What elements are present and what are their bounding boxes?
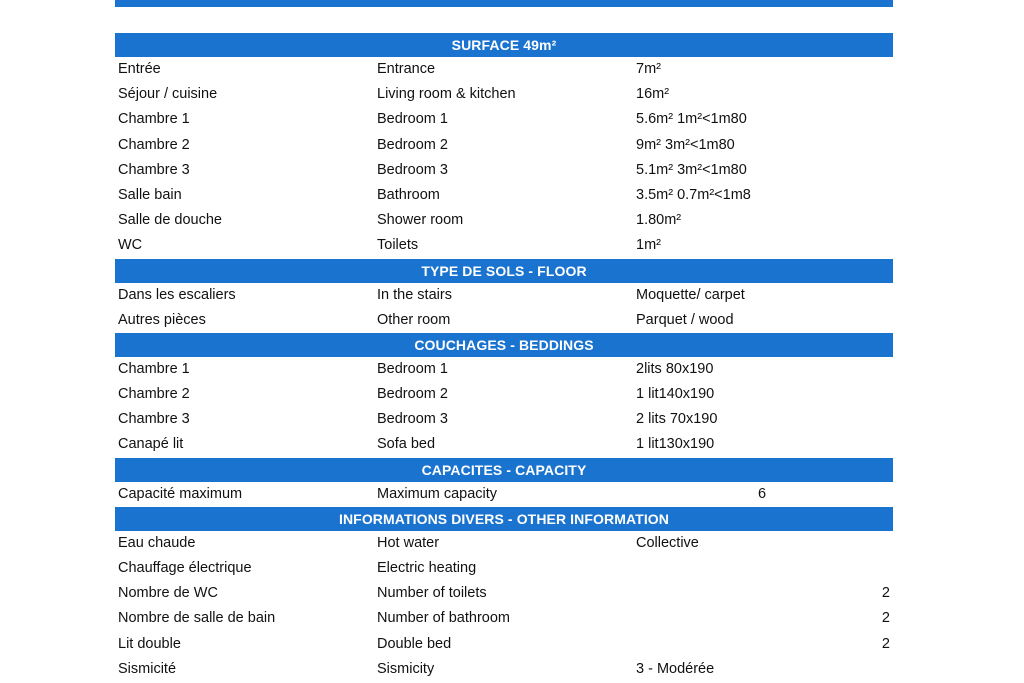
section-header: INFORMATIONS DIVERS - OTHER INFORMATION bbox=[115, 507, 893, 531]
value-cell: Moquette/ carpet bbox=[636, 286, 745, 303]
value-cell: 3.5m² 0.7m²<1m8 bbox=[636, 186, 751, 203]
table-row bbox=[115, 82, 893, 107]
value-cell: 3 - Modérée bbox=[636, 660, 715, 677]
label-en: Sismicity bbox=[377, 660, 435, 677]
label-fr: Chambre 3 bbox=[118, 161, 190, 178]
table-row bbox=[115, 107, 893, 132]
label-fr: Chambre 3 bbox=[118, 411, 190, 428]
table-row bbox=[115, 657, 893, 682]
table-row bbox=[115, 357, 893, 382]
label-en: Living room & kitchen bbox=[377, 86, 516, 103]
table-row bbox=[115, 183, 893, 208]
table-row bbox=[115, 283, 893, 308]
label-fr: Eau chaude bbox=[118, 534, 196, 551]
label-fr: Sismicité bbox=[118, 660, 177, 677]
table-row bbox=[115, 581, 893, 606]
table-row bbox=[115, 407, 893, 432]
label-en: Bedroom 3 bbox=[377, 161, 448, 178]
value-cell: 5.1m² 3m²<1m80 bbox=[636, 161, 747, 178]
label-fr: Chambre 1 bbox=[118, 360, 190, 377]
table-row bbox=[115, 133, 893, 158]
value-cell: Parquet / wood bbox=[636, 311, 734, 328]
label-en: Electric heating bbox=[377, 560, 477, 576]
property-sheet bbox=[115, 0, 893, 682]
label-en: Bedroom 2 bbox=[377, 136, 448, 153]
table-row bbox=[115, 208, 893, 233]
label-en: Maximum capacity bbox=[377, 485, 498, 502]
label-en: In the stairs bbox=[377, 286, 452, 303]
label-en: Bathroom bbox=[377, 186, 440, 203]
label-fr: Nombre de WC bbox=[118, 585, 218, 602]
table-row bbox=[115, 233, 893, 258]
label-fr: Salle de douche bbox=[118, 212, 222, 229]
label-en: Bedroom 2 bbox=[377, 386, 448, 403]
section-header: TYPE DE SOLS - FLOOR bbox=[115, 259, 893, 283]
label-fr: Chambre 2 bbox=[118, 136, 190, 153]
label-fr: Séjour / cuisine bbox=[118, 86, 218, 103]
label-en: Other room bbox=[377, 311, 451, 328]
label-fr: Lit double bbox=[118, 635, 181, 652]
value-cell: 5.6m² 1m²<1m80 bbox=[636, 111, 747, 128]
value-cell: 1 lit140x190 bbox=[636, 386, 715, 403]
label-fr: Nombre de salle de bain bbox=[118, 610, 276, 627]
label-fr: Capacité maximum bbox=[118, 485, 243, 502]
value-cell: 9m² 3m²<1m80 bbox=[636, 136, 735, 153]
label-fr: Dans les escaliers bbox=[118, 286, 236, 303]
value-cell: 2lits 80x190 bbox=[636, 360, 714, 377]
label-fr: Entrée bbox=[118, 61, 161, 77]
table-row bbox=[115, 382, 893, 407]
label-en: Bedroom 1 bbox=[377, 111, 448, 128]
label-en: Entrance bbox=[377, 61, 436, 77]
value-cell: 7m² bbox=[636, 61, 661, 77]
value-cell: 1m² bbox=[636, 237, 661, 254]
section-header: CAPACITES - CAPACITY bbox=[115, 458, 893, 482]
table-row bbox=[115, 432, 893, 457]
label-en: Number of bathroom bbox=[377, 610, 510, 627]
value-cell: 6 bbox=[758, 485, 767, 502]
value-cell: 2 lits 70x190 bbox=[636, 411, 718, 428]
label-fr: Chambre 2 bbox=[118, 386, 190, 403]
section-header: COUCHAGES - BEDDINGS bbox=[115, 333, 893, 357]
value-cell: 16m² bbox=[636, 86, 670, 103]
table-row bbox=[115, 158, 893, 183]
table-row bbox=[115, 308, 893, 333]
value-cell: 1 lit130x190 bbox=[636, 436, 715, 453]
value-cell: 1.80m² bbox=[636, 212, 682, 229]
label-en: Hot water bbox=[377, 534, 440, 551]
value-cell: 2 bbox=[881, 610, 890, 627]
label-fr: Canapé lit bbox=[118, 436, 184, 453]
table-row bbox=[115, 57, 893, 82]
label-fr: Autres pièces bbox=[118, 311, 206, 328]
value-cell: Collective bbox=[636, 534, 699, 551]
label-en: Sofa bed bbox=[377, 436, 436, 453]
label-fr: WC bbox=[118, 237, 143, 254]
label-en: Double bed bbox=[377, 635, 452, 652]
sections-container bbox=[115, 33, 893, 682]
section-header: SURFACE 49m² bbox=[115, 33, 893, 57]
value-cell: 2 bbox=[881, 635, 890, 652]
label-en: Toilets bbox=[377, 237, 419, 254]
label-en: Number of toilets bbox=[377, 585, 487, 602]
label-fr: Salle bain bbox=[118, 186, 182, 203]
label-en: Shower room bbox=[377, 212, 464, 229]
table-row bbox=[115, 606, 893, 631]
value-cell: 2 bbox=[881, 585, 890, 602]
table-row bbox=[115, 482, 893, 507]
label-fr: Chauffage électrique bbox=[118, 560, 252, 576]
table-row bbox=[115, 531, 893, 556]
table-row bbox=[115, 556, 893, 581]
label-fr: Chambre 1 bbox=[118, 111, 190, 128]
top-accent-bar bbox=[115, 0, 893, 7]
table-row bbox=[115, 632, 893, 657]
label-en: Bedroom 1 bbox=[377, 360, 448, 377]
label-en: Bedroom 3 bbox=[377, 411, 448, 428]
